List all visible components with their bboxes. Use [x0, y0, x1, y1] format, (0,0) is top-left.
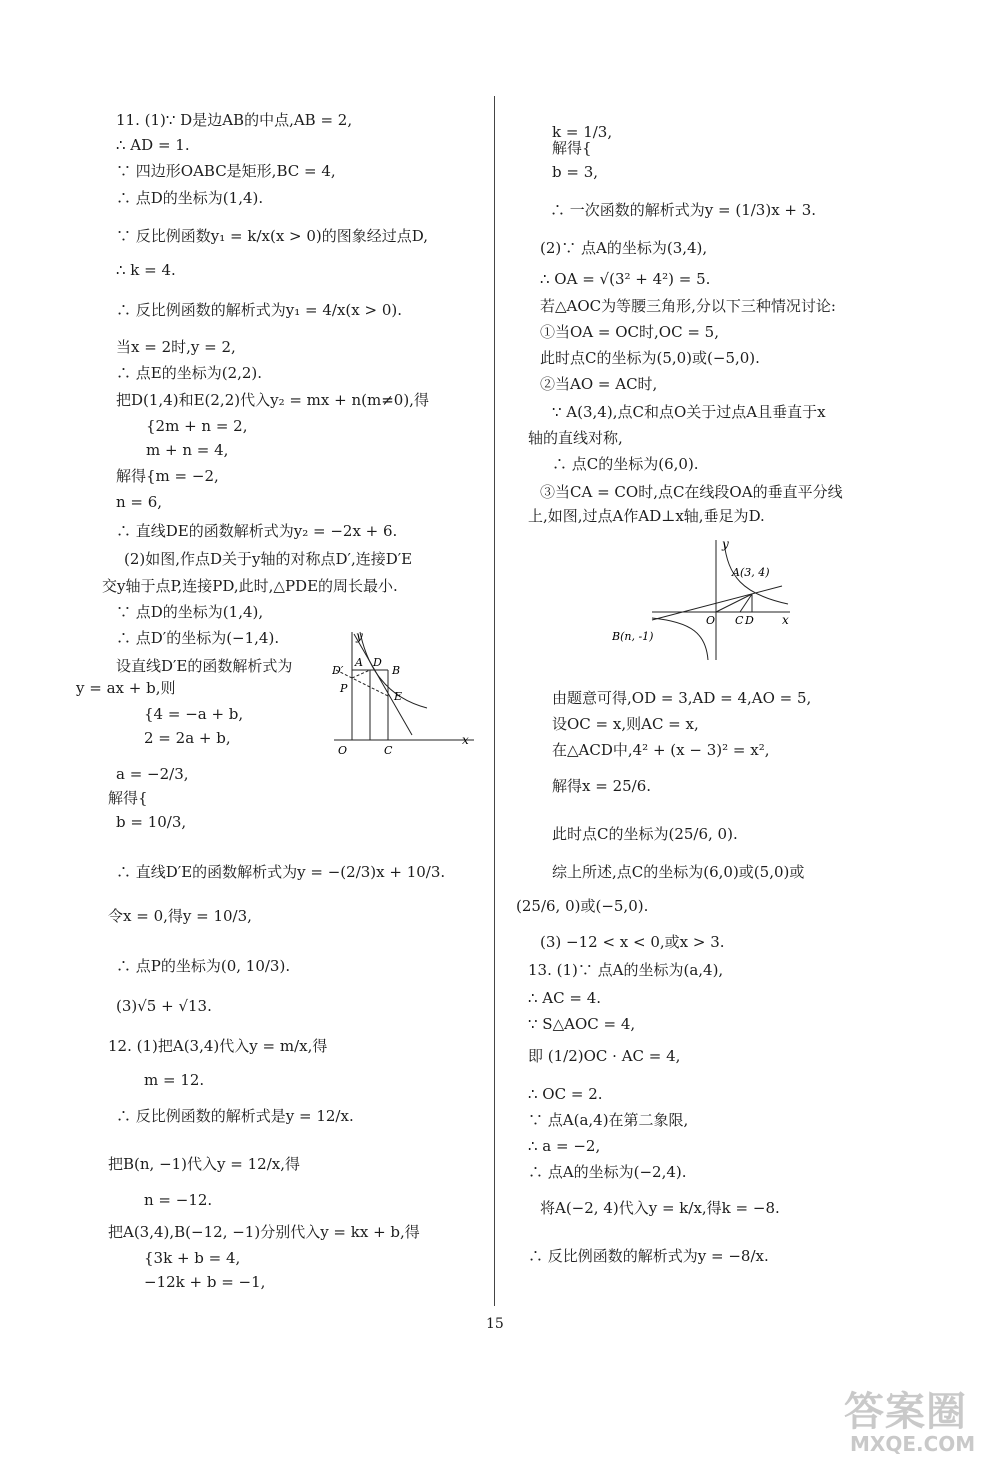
text-line: 2 = 2a + b, — [144, 729, 231, 747]
text-line: 综上所述,点C的坐标为(6,0)或(5,0)或 — [552, 863, 805, 881]
label-e: E — [394, 690, 403, 703]
label-b: B(n, -1) — [612, 630, 654, 643]
label-p: P — [340, 682, 348, 695]
text-line: 把D(1,4)和E(2,2)代入y₂ = mx + n(m≠0),得 — [116, 391, 429, 409]
text-line: 把A(3,4),B(−12, −1)分别代入y = kx + b,得 — [108, 1223, 420, 1241]
linear-function-line — [652, 586, 782, 620]
label-c: C — [384, 744, 393, 757]
right-graph-figure — [612, 536, 792, 666]
text-line: (3) −12 < x < 0,或x > 3. — [540, 933, 725, 951]
text-line: 解得{ — [108, 789, 148, 807]
column-divider — [494, 96, 495, 1306]
label-c: C — [735, 614, 744, 627]
watermark-site-text: MXQE.COM — [850, 1432, 976, 1456]
text-line: ∵ 反比例函数y₁ = k/x(x > 0)的图象经过点D, — [116, 227, 429, 245]
page-number: 15 — [486, 1316, 504, 1332]
text-line: 轴的直线对称, — [528, 429, 623, 447]
label-o: O — [338, 744, 348, 757]
text-line: ∴ AD = 1. — [116, 136, 190, 154]
text-line: b = 3, — [552, 163, 599, 181]
text-line: ∴ 一次函数的解析式为y = (1/3)x + 3. — [550, 201, 817, 219]
text-line: y = ax + b,则 — [76, 679, 176, 697]
text-line: {3k + b = 4, — [144, 1249, 241, 1267]
text-line: 若△AOC为等腰三角形,分以下三种情况讨论: — [540, 297, 836, 315]
text-line: (2)∵ 点A的坐标为(3,4), — [540, 239, 708, 257]
text-line: ∴ 直线DE的函数解析式为y₂ = −2x + 6. — [116, 522, 398, 540]
text-line: ∴ 直线D′E的函数解析式为y = −(2/3)x + 10/3. — [116, 863, 446, 881]
text-line: m + n = 4, — [146, 441, 229, 459]
text-line: 解得{ — [552, 139, 592, 157]
text-line: a = −2/3, — [116, 765, 189, 783]
text-line: n = −12. — [144, 1191, 213, 1209]
text-line: 将A(−2, 4)代入y = k/x,得k = −8. — [540, 1199, 780, 1217]
label-b: B — [392, 664, 401, 677]
text-line: ∵ A(3,4),点C和点O关于过点A且垂直于x — [552, 403, 826, 421]
text-line: (2)如图,作点D关于y轴的对称点D′,连接D′E — [124, 550, 413, 568]
label-o: O — [706, 614, 716, 627]
text-line: ∴ 反比例函数的解析式为y₁ = 4/x(x > 0). — [116, 301, 402, 319]
text-line: ①当OA = OC时,OC = 5, — [540, 323, 719, 341]
text-line: 13. (1)∵ 点A的坐标为(a,4), — [528, 961, 724, 979]
text-line: m = 12. — [144, 1071, 205, 1089]
hyperbola-branch-2 — [652, 618, 708, 660]
dashed-line-pd — [352, 670, 370, 678]
text-line: {4 = −a + b, — [144, 705, 244, 723]
x-axis-label: x — [462, 733, 469, 747]
text-line: 即 (1/2)OC · AC = 4, — [528, 1047, 681, 1065]
text-line: 12. (1)把A(3,4)代入y = m/x,得 — [108, 1037, 328, 1055]
text-line: ∴ 点D的坐标为(1,4). — [116, 189, 264, 207]
text-line: 上,如图,过点A作AD⊥x轴,垂足为D. — [528, 507, 765, 525]
text-line: ∵ 点A(a,4)在第二象限, — [528, 1111, 689, 1129]
text-line: b = 10/3, — [116, 813, 187, 831]
text-line: ∴ OC = 2. — [528, 1085, 603, 1103]
text-line: ∴ 反比例函数的解析式为y = −8/x. — [528, 1247, 769, 1265]
text-line: 在△ACD中,4² + (x − 3)² = x², — [552, 741, 770, 759]
text-line: ③当CA = CO时,点C在线段OA的垂直平分线 — [540, 483, 843, 501]
text-line: ∵ 点D的坐标为(1,4), — [116, 603, 264, 621]
text-line: 11. (1)∵ D是边AB的中点,AB = 2, — [116, 111, 353, 129]
y-axis-label: y — [722, 537, 729, 551]
line-de — [354, 634, 412, 735]
text-line: 此时点C的坐标为(25/6, 0). — [552, 825, 738, 843]
text-line: 设直线D′E的函数解析式为 — [116, 657, 293, 675]
text-line: 设OC = x,则AC = x, — [552, 715, 699, 733]
text-line: 当x = 2时,y = 2, — [116, 338, 236, 356]
label-a: A(3, 4) — [732, 566, 770, 579]
text-line: (25/6, 0)或(−5,0). — [516, 897, 649, 915]
text-line: ∴ OA = √(3² + 4²) = 5. — [540, 270, 711, 288]
text-line: ∴ 点A的坐标为(−2,4). — [528, 1163, 687, 1181]
text-line: ∴ AC = 4. — [528, 989, 602, 1007]
text-line: ∵ 四边形OABC是矩形,BC = 4, — [116, 162, 336, 180]
text-line: ∵ S△AOC = 4, — [528, 1015, 636, 1033]
text-line: ∴ 点C的坐标为(6,0). — [552, 455, 699, 473]
text-line: (3)√5 + √13. — [116, 997, 212, 1015]
text-line: 交y轴于点P,连接PD,此时,△PDE的周长最小. — [102, 577, 398, 595]
text-line: ∴ 反比例函数的解析式是y = 12/x. — [116, 1107, 354, 1125]
text-line: 解得{m = −2, — [116, 467, 219, 485]
text-line: ∴ 点E的坐标为(2,2). — [116, 364, 263, 382]
text-line: 由题意可得,OD = 3,AD = 4,AO = 5, — [552, 689, 812, 707]
text-line: ②当AO = AC时, — [540, 375, 658, 393]
watermark-main-text: 答案圈 — [844, 1389, 967, 1435]
x-axis-label: x — [782, 613, 789, 627]
text-line: {2m + n = 2, — [146, 417, 248, 435]
text-line: 解得x = 25/6. — [552, 777, 652, 795]
left-graph-figure — [332, 630, 482, 770]
text-line: ∴ 点D′的坐标为(−1,4). — [116, 629, 280, 647]
text-line: 把B(n, −1)代入y = 12/x,得 — [108, 1155, 300, 1173]
y-axis-label: y — [356, 630, 363, 643]
text-line: n = 6, — [116, 493, 163, 511]
text-line: ∴ a = −2, — [528, 1137, 601, 1155]
text-line: ∴ k = 4. — [116, 261, 176, 279]
text-line: 令x = 0,得y = 10/3, — [108, 907, 252, 925]
text-line: k = 1/3, — [552, 123, 613, 141]
label-d: D — [373, 656, 382, 669]
text-line: ∴ 点P的坐标为(0, 10/3). — [116, 957, 291, 975]
label-a: A — [355, 656, 363, 669]
label-d-prime: D′ — [332, 664, 344, 677]
watermark-logo — [842, 1378, 992, 1458]
text-line: 此时点C的坐标为(5,0)或(−5,0). — [540, 349, 760, 367]
text-line: −12k + b = −1, — [144, 1273, 266, 1291]
label-d: D — [745, 614, 754, 627]
